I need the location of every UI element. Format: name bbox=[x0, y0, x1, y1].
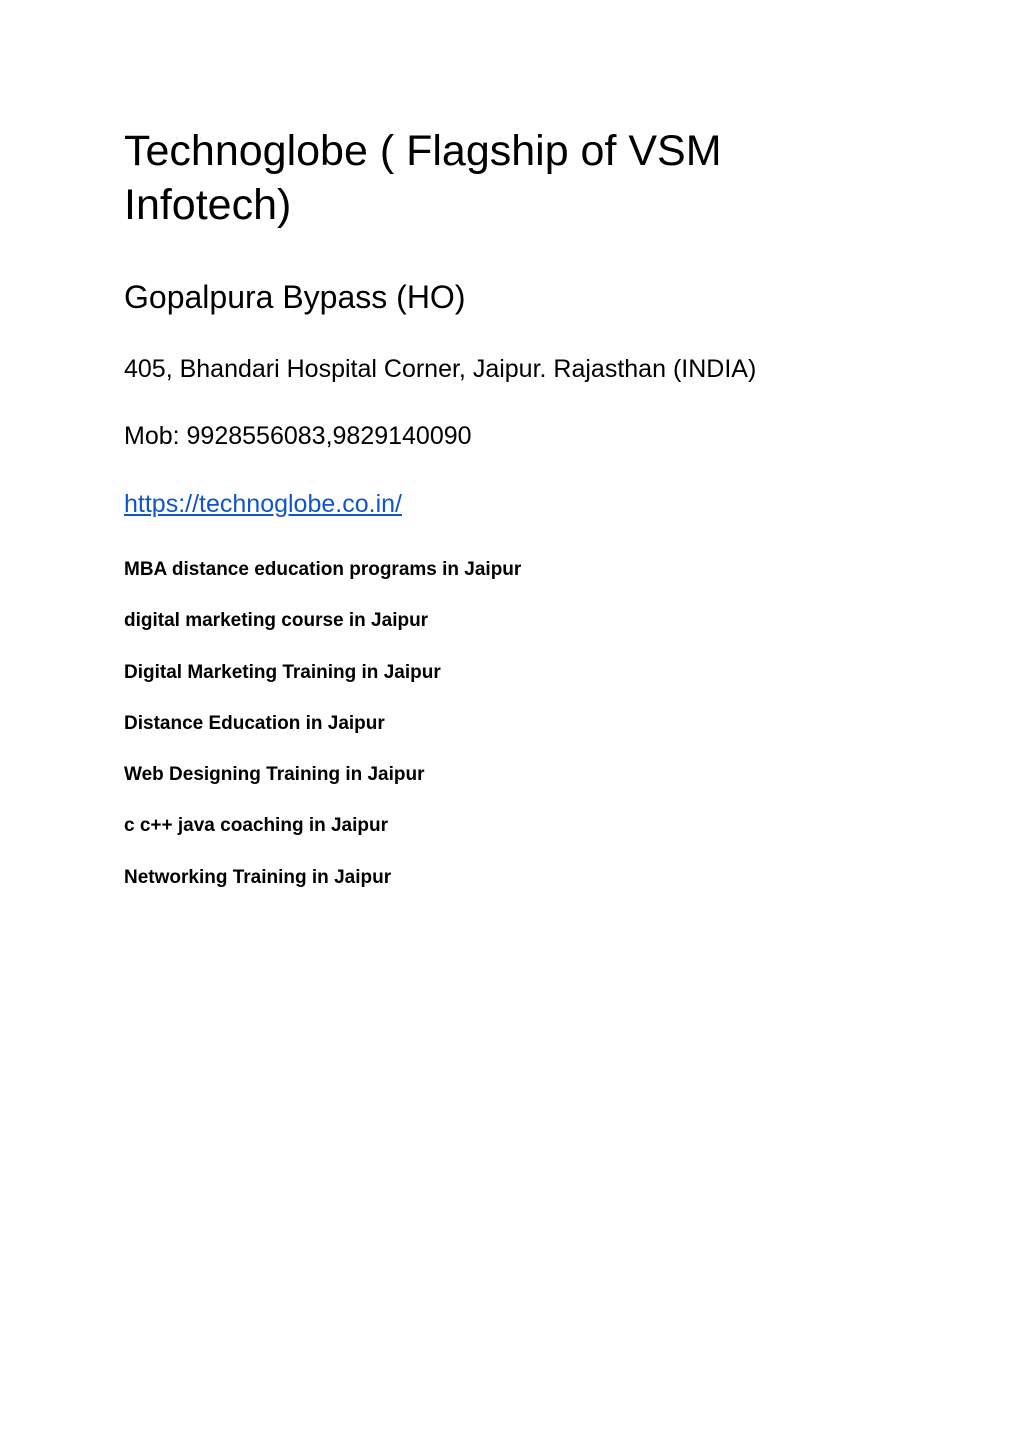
branch-heading: Gopalpura Bypass (HO) bbox=[124, 279, 466, 315]
page-title: Technoglobe ( Flagship of VSM Infotech) bbox=[124, 127, 722, 229]
mobile-numbers: Mob: 9928556083,9829140090 bbox=[124, 422, 472, 450]
course-link-networking[interactable]: Networking Training in Jaipur bbox=[124, 866, 392, 888]
course-link-mba[interactable]: MBA distance education programs in Jaipur bbox=[124, 559, 522, 580]
course-link-digital-marketing-course[interactable]: digital marketing course in Jaipur bbox=[124, 610, 429, 632]
address-text: 405, Bhandari Hospital Corner, Jaipur. Rajasthan (INDIA) bbox=[124, 355, 757, 383]
course-link-c-cpp-java[interactable]: c c++ java coaching in Jaipur bbox=[124, 815, 389, 837]
course-link-digital-marketing-training[interactable]: Digital Marketing Training in Jaipur bbox=[124, 661, 441, 683]
course-link-distance-education[interactable]: Distance Education in Jaipur bbox=[124, 712, 385, 734]
website-link[interactable]: https://technoglobe.co.in/ bbox=[124, 490, 402, 518]
course-link-list bbox=[124, 558, 521, 917]
course-link-web-designing[interactable]: Web Designing Training in Jaipur bbox=[124, 764, 425, 786]
